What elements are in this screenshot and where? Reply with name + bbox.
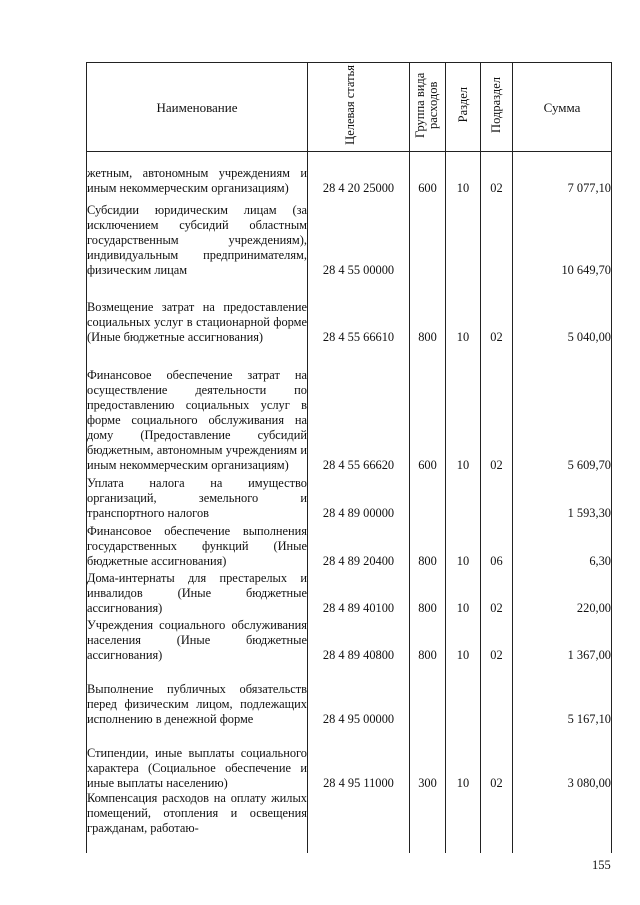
row-name: Выполнение публичных обязательств перед физическим лицом, подлежащих исполнению в денежной форме [87, 663, 308, 727]
row-target-article: 28 4 55 66610 [308, 278, 410, 345]
header-expense-group: Группа вида расходов [410, 63, 446, 152]
row-sum: 5 167,10 [513, 663, 612, 727]
header-name: Наименование [87, 63, 308, 152]
row-section: 10 [446, 727, 481, 791]
row-section: 10 [446, 345, 481, 473]
row-sum: 6,30 [513, 521, 612, 569]
row-expense-group: 600 [410, 152, 446, 196]
table-row [87, 791, 612, 853]
row-subsection: 02 [481, 152, 513, 196]
row-subsection: 02 [481, 569, 513, 616]
row-sum: 1 367,00 [513, 616, 612, 663]
row-target-article: 28 4 20 25000 [308, 152, 410, 196]
row-sum: 5 609,70 [513, 345, 612, 473]
row-name: Финансовое обеспечение затрат на осуществление деятельности по предоставлению социальных услуг в форме социального обслуживания на дому (Предоставление субсидий бюджетным, автономным учреждениям и иным некоммерческим организациям) [87, 345, 308, 473]
row-section [446, 473, 481, 521]
row-section [446, 663, 481, 727]
row-section: 10 [446, 569, 481, 616]
table-row [87, 727, 612, 791]
row-expense-group [410, 791, 446, 853]
header-target-article: Целевая статья [308, 63, 410, 152]
table-row [87, 569, 612, 616]
row-target-article: 28 4 89 40800 [308, 616, 410, 663]
row-name: Учреждения социального обслуживания населения (Иные бюджетные ассигнования) [87, 617, 307, 662]
table-row [87, 663, 612, 727]
row-expense-group: 800 [410, 569, 446, 616]
row-name: Компенсация расходов на оплату жилых помещений, отопления и освещения гражданам, работаю- [87, 791, 308, 853]
header-sum: Сумма [513, 63, 612, 152]
row-sum: 10 649,70 [513, 196, 612, 278]
table-row [87, 616, 612, 663]
row-expense-group [410, 473, 446, 521]
table-row [87, 278, 612, 345]
budget-table [86, 62, 612, 853]
row-target-article: 28 4 89 00000 [308, 473, 410, 521]
row-section: 10 [446, 616, 481, 663]
header-subsection: Подраздел [481, 63, 513, 152]
row-expense-group [410, 196, 446, 278]
row-subsection [481, 196, 513, 278]
row-section: 10 [446, 152, 481, 196]
row-expense-group: 600 [410, 345, 446, 473]
row-expense-group: 800 [410, 521, 446, 569]
row-expense-group [410, 663, 446, 727]
row-expense-group: 800 [410, 278, 446, 345]
row-sum: 3 080,00 [513, 727, 612, 791]
row-name: Возмещение затрат на предоставление социальных услуг в стационарной форме (Иные бюджетные ассигнования) [87, 278, 308, 345]
row-target-article: 28 4 55 00000 [308, 196, 410, 278]
row-expense-group: 800 [410, 616, 446, 663]
row-target-article: 28 4 55 66620 [308, 345, 410, 473]
row-section [446, 791, 481, 853]
row-expense-group: 300 [410, 727, 446, 791]
row-name: жетным, автономным учреждениям и иным некоммерческим организациям) [87, 152, 308, 196]
page-number: 155 [592, 858, 611, 872]
table-row [87, 196, 612, 278]
row-sum: 1 593,30 [513, 473, 612, 521]
table-row [87, 152, 612, 196]
table-row [87, 473, 612, 521]
row-subsection [481, 663, 513, 727]
row-sum [513, 791, 612, 853]
table-header-row [87, 63, 612, 152]
row-target-article: 28 4 95 11000 [308, 727, 410, 791]
row-sum: 7 077,10 [513, 152, 612, 196]
row-subsection: 02 [481, 727, 513, 791]
row-sum: 5 040,00 [513, 278, 612, 345]
header-section: Раздел [446, 63, 481, 152]
row-name: Дома-интернаты для престарелых и инвалидов (Иные бюджетные ассигнования) [87, 570, 307, 615]
row-subsection: 02 [481, 278, 513, 345]
row-target-article [308, 791, 410, 853]
row-name: Уплата налога на имущество организаций, земельного и транспортного налогов [87, 473, 308, 521]
row-subsection [481, 791, 513, 853]
table-row [87, 521, 612, 569]
row-target-article: 28 4 95 00000 [308, 663, 410, 727]
row-subsection: 02 [481, 616, 513, 663]
row-target-article: 28 4 89 40100 [308, 569, 410, 616]
row-name: Стипендии, иные выплаты социального характера (Социальное обеспечение и иные выплаты населению) [87, 727, 308, 791]
row-section [446, 196, 481, 278]
table-row [87, 345, 612, 473]
row-name: Субсидии юридическим лицам (за исключением субсидий областным государственным учреждениям), индивидуальным предпринимателям, физическим лицам [87, 196, 308, 278]
row-subsection: 02 [481, 345, 513, 473]
row-name: Финансовое обеспечение выполнения государственных функций (Иные бюджетные ассигнования) [87, 521, 308, 569]
row-subsection: 06 [481, 521, 513, 569]
row-sum: 220,00 [513, 569, 612, 616]
row-target-article: 28 4 89 20400 [308, 521, 410, 569]
row-section: 10 [446, 521, 481, 569]
row-section: 10 [446, 278, 481, 345]
row-subsection [481, 473, 513, 521]
